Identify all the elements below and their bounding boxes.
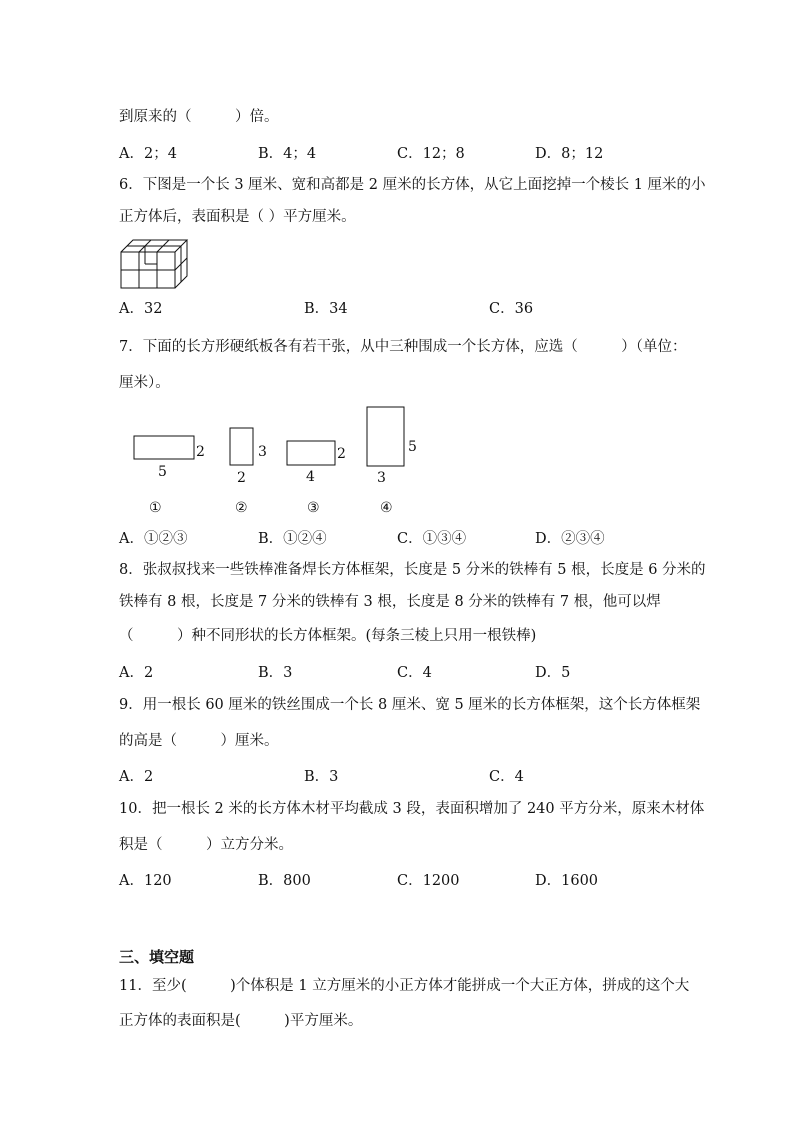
q5-option-d[interactable]: D．8；12 — [535, 146, 604, 162]
q7-text-line2: 厘米）。 — [119, 375, 170, 391]
q5-option-c[interactable]: C．12；8 — [397, 146, 465, 162]
q7-option-d[interactable]: D．②③④ — [535, 531, 605, 547]
q9-text-line2: 的高是（ ）厘米。 — [119, 733, 279, 749]
q9-text-line1: 9．用一根长 60 厘米的铁丝围成一个长 8 厘米、宽 5 厘米的长方体框架，这个长方体框架 — [119, 697, 701, 713]
q11-text-line2: 正方体的表面积是( )平方厘米。 — [119, 1013, 363, 1029]
q5-option-b[interactable]: B．4；4 — [258, 146, 317, 162]
q10-option-d[interactable]: D．1600 — [535, 873, 599, 889]
q7-option-c[interactable]: C．①③④ — [397, 531, 467, 547]
figure-label-4: ④ — [380, 500, 393, 516]
q8-option-a[interactable]: A．2 — [119, 665, 154, 681]
rect-3-height: 2 — [337, 446, 346, 462]
q10-text-line2: 积是（ ）立方分米。 — [119, 837, 293, 853]
q6-option-b[interactable]: B．34 — [304, 301, 348, 317]
q5-option-a[interactable]: A．2；4 — [119, 146, 177, 162]
q9-option-b[interactable]: B．3 — [304, 769, 339, 785]
figure-label-1: ① — [149, 500, 162, 516]
rect-4-width: 3 — [377, 470, 386, 486]
q8-text-line3: （ ）种不同形状的长方体框架。(每条三棱上只用一根铁棒) — [119, 628, 537, 644]
q11-text-line1: 11．至少( )个体积是 1 立方厘米的小正方体才能拼成一个大正方体，拼成的这个大 — [119, 978, 690, 994]
q6-text-line1: 6．下图是一个长 3 厘米、宽和高都是 2 厘米的长方体，从它上面挖掉一个棱长 1 厘米的小 — [119, 177, 706, 193]
q8-option-c[interactable]: C．4 — [397, 665, 432, 681]
q7-option-b[interactable]: B．①②④ — [258, 531, 327, 547]
q10-option-b[interactable]: B．800 — [258, 873, 311, 889]
rect-1 — [134, 436, 194, 459]
q10-option-c[interactable]: C．1200 — [397, 873, 460, 889]
q6-option-c[interactable]: C．36 — [489, 301, 534, 317]
q5-text-continued: 到原来的（ ）倍。 — [119, 109, 279, 125]
section-title-fill-in-blank: 三、填空题 — [119, 948, 195, 966]
rect-3-width: 4 — [306, 469, 315, 485]
figure-label-2: ② — [235, 500, 248, 516]
q7-option-a[interactable]: A．①②③ — [119, 531, 188, 547]
rect-1-height: 2 — [196, 444, 205, 460]
rect-4 — [367, 407, 404, 466]
q10-text-line1: 10．把一根长 2 米的长方体木材平均截成 3 段，表面积增加了 240 平方分米，原来木材体 — [119, 801, 705, 817]
q9-option-a[interactable]: A．2 — [119, 769, 154, 785]
rect-4-height: 5 — [408, 439, 417, 455]
rect-3 — [287, 441, 335, 465]
q9-option-c[interactable]: C．4 — [489, 769, 524, 785]
rect-2 — [230, 428, 253, 465]
q8-text-line2: 铁棒有 8 根，长度是 7 分米的铁棒有 3 根，长度是 8 分米的铁棒有 7 根，他可以焊 — [119, 594, 661, 610]
rect-1-width: 5 — [158, 464, 167, 480]
q7-text-line1: 7．下面的长方形硬纸板各有若干张，从中三种围成一个长方体，应选（ ）（单位： — [119, 339, 687, 355]
q8-option-d[interactable]: D．5 — [535, 665, 571, 681]
q8-option-b[interactable]: B．3 — [258, 665, 293, 681]
q6-option-a[interactable]: A．32 — [119, 301, 163, 317]
rect-2-width: 2 — [237, 470, 246, 486]
q10-option-a[interactable]: A．120 — [119, 873, 172, 889]
q8-text-line1: 8．张叔叔找来一些铁棒准备焊长方体框架，长度是 5 分米的铁棒有 5 根，长度是 6 分米的 — [119, 562, 706, 578]
q6-text-line2: 正方体后，表面积是（ ）平方厘米。 — [119, 209, 356, 225]
figure-label-3: ③ — [307, 500, 320, 516]
rect-2-height: 3 — [258, 444, 267, 460]
